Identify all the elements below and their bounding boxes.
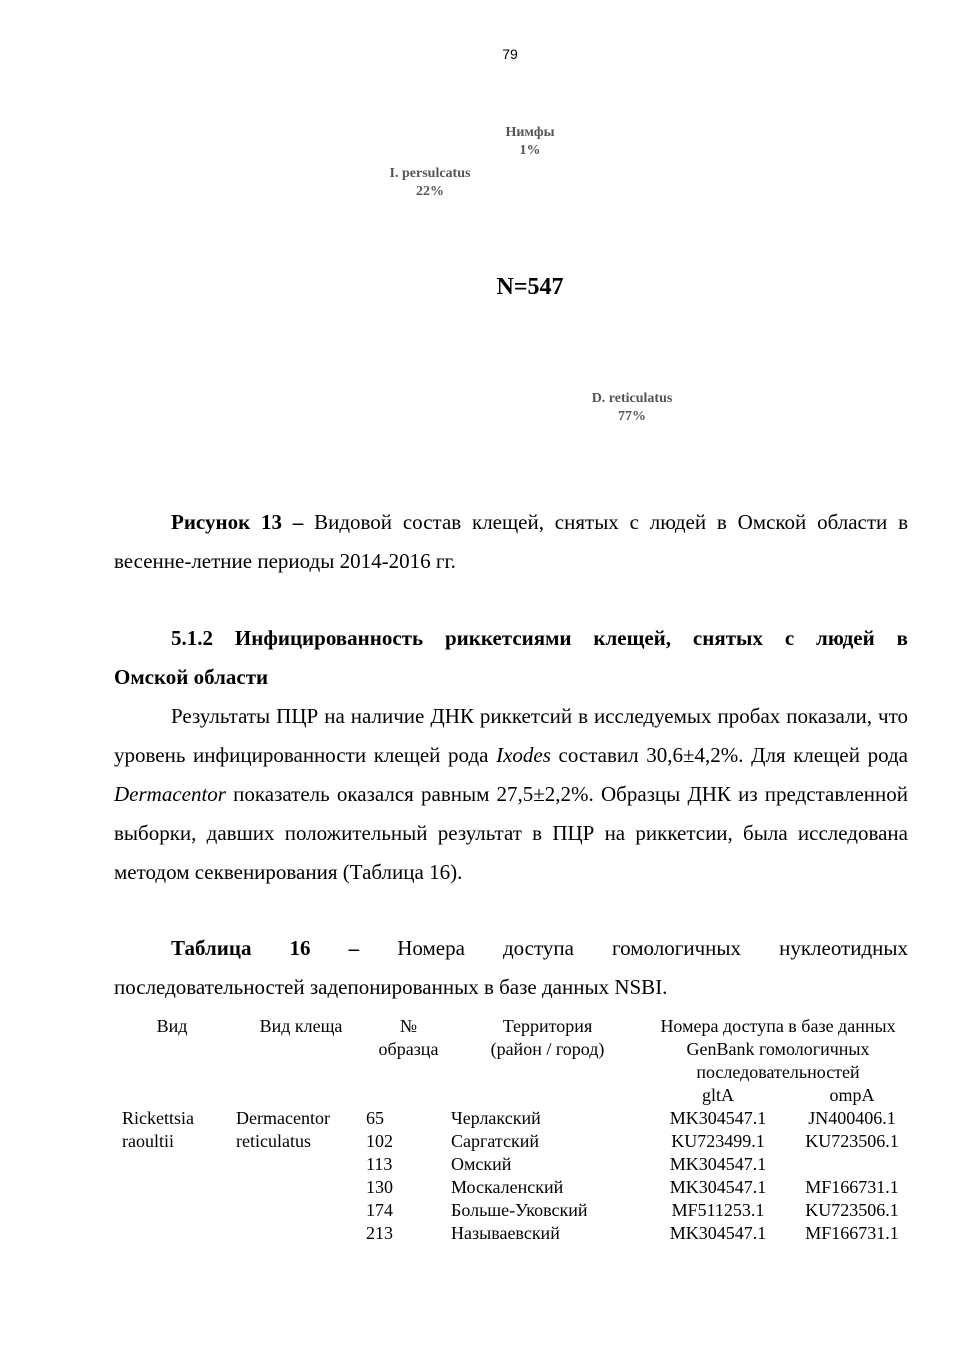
- cell-sample: 213: [366, 1223, 393, 1243]
- accession-table: [114, 1015, 912, 1245]
- table-caption-line2: последовательностей задепонированных в базе данных NSBI.: [114, 975, 668, 999]
- heading-word: клещей,: [593, 626, 672, 650]
- page-number: 79: [502, 46, 518, 62]
- heading-word: с: [784, 626, 795, 650]
- cell-gltA: MK304547.1: [669, 1177, 767, 1197]
- cell-territory: Называевский: [451, 1223, 560, 1243]
- table-subheader-row: [114, 1084, 912, 1107]
- cell-gltA: MF511253.1: [671, 1200, 765, 1220]
- cell-sample: 113: [366, 1154, 393, 1174]
- slice-label-persulcatus: [370, 165, 490, 201]
- header-ompA: ompA: [829, 1085, 875, 1105]
- slice-value: 77%: [618, 409, 646, 424]
- table-caption-line1: [114, 929, 908, 968]
- heading-word: Инфицированность: [234, 626, 424, 650]
- header-tick-species: Вид клеща: [259, 1016, 343, 1036]
- table-caption-word: Номера: [397, 936, 465, 960]
- chart-total-label: N=547: [496, 274, 564, 300]
- table-caption-word: –: [348, 936, 360, 960]
- figure-caption-text: Видовой состав клещей, снятых с людей в Омской области в весенне-летние периоды 2014-2016 гг.: [114, 510, 909, 573]
- body-text: Результаты ПЦР на наличие ДНК риккетсий в исследуемых пробах показали, что уровень инфицированности клещей рода: [114, 704, 908, 767]
- body-paragraph: [114, 697, 908, 892]
- table-caption-word: 16: [289, 936, 311, 960]
- body-text: составил 30,6±4,2%. Для клещей рода: [550, 743, 908, 767]
- figure-caption: [114, 503, 908, 581]
- slice-name: Нимфы: [505, 125, 555, 140]
- slice-value: 1%: [519, 143, 541, 158]
- header-accession: Номера доступа в базе данных GenBank гомологичных последовательностей: [660, 1016, 896, 1082]
- cell-ompA: [792, 1153, 912, 1176]
- cell-gltA: MK304547.1: [669, 1108, 767, 1128]
- cell-gltA: MK304547.1: [669, 1154, 767, 1174]
- cell-territory: Черлакский: [451, 1108, 541, 1128]
- cell-territory: Саргатский: [451, 1131, 539, 1151]
- header-sample-no: № образца: [378, 1016, 439, 1059]
- slice-label-reticulatus: [572, 390, 692, 426]
- slice-value: 22%: [416, 184, 444, 199]
- slice-name: I. persulcatus: [389, 166, 471, 181]
- cell-ompA: JN400406.1: [808, 1108, 896, 1128]
- table-caption-word: Таблица: [171, 936, 252, 960]
- slice-name: D. reticulatus: [591, 391, 673, 406]
- cell-territory: Больше-Уковский: [451, 1200, 588, 1220]
- figure-caption-label: Рисунок 13 –: [171, 510, 304, 534]
- heading-word: 5.1.2: [171, 626, 213, 650]
- cell-sample: 130: [366, 1177, 393, 1197]
- cell-sample: 65: [366, 1108, 384, 1128]
- table-caption: [114, 929, 908, 1007]
- cell-gltA: MK304547.1: [669, 1223, 767, 1243]
- table-caption-word: доступа: [502, 936, 574, 960]
- cell-sample: 174: [366, 1200, 393, 1220]
- cell-ompA: KU723506.1: [805, 1131, 899, 1151]
- heading-word: риккетсиями: [444, 626, 572, 650]
- header-territory: Территория (район / город): [490, 1016, 605, 1059]
- heading-word: людей: [816, 626, 875, 650]
- cell-species: Rickettsia raoultii: [122, 1108, 194, 1151]
- table-row: [114, 1107, 912, 1130]
- genus-name: Ixodes: [496, 743, 551, 767]
- header-gltA: gltA: [701, 1085, 734, 1105]
- body-text: показатель оказался равным 27,5±2,2%. Образцы ДНК из представленной выборки, давших положительный результат в ПЦР на риккетсии, была исследована методом секвенирования (Таблица 16).: [114, 782, 908, 884]
- section-heading: [114, 619, 908, 697]
- slice-label-nymphs: [490, 124, 570, 160]
- header-species: Вид: [156, 1016, 188, 1036]
- table-caption-word: нуклеотидных: [779, 936, 908, 960]
- section-heading-line1: [114, 619, 908, 658]
- cell-ompA: KU723506.1: [805, 1200, 899, 1220]
- heading-word: в: [896, 626, 908, 650]
- cell-ompA: MF166731.1: [805, 1223, 899, 1243]
- table-caption-word: гомологичных: [612, 936, 741, 960]
- cell-sample: 102: [366, 1131, 393, 1151]
- heading-word: снятых: [692, 626, 763, 650]
- cell-territory: Омский: [451, 1154, 512, 1174]
- cell-territory: Москаленский: [451, 1177, 564, 1197]
- cell-ompA: MF166731.1: [805, 1177, 899, 1197]
- section-heading-line2: Омской области: [114, 665, 269, 689]
- table-header-row: [114, 1015, 912, 1084]
- genus-name: Dermacentor: [114, 782, 226, 806]
- cell-gltA: KU723499.1: [671, 1131, 765, 1151]
- cell-tick-species: Dermacentor reticulatus: [236, 1108, 330, 1151]
